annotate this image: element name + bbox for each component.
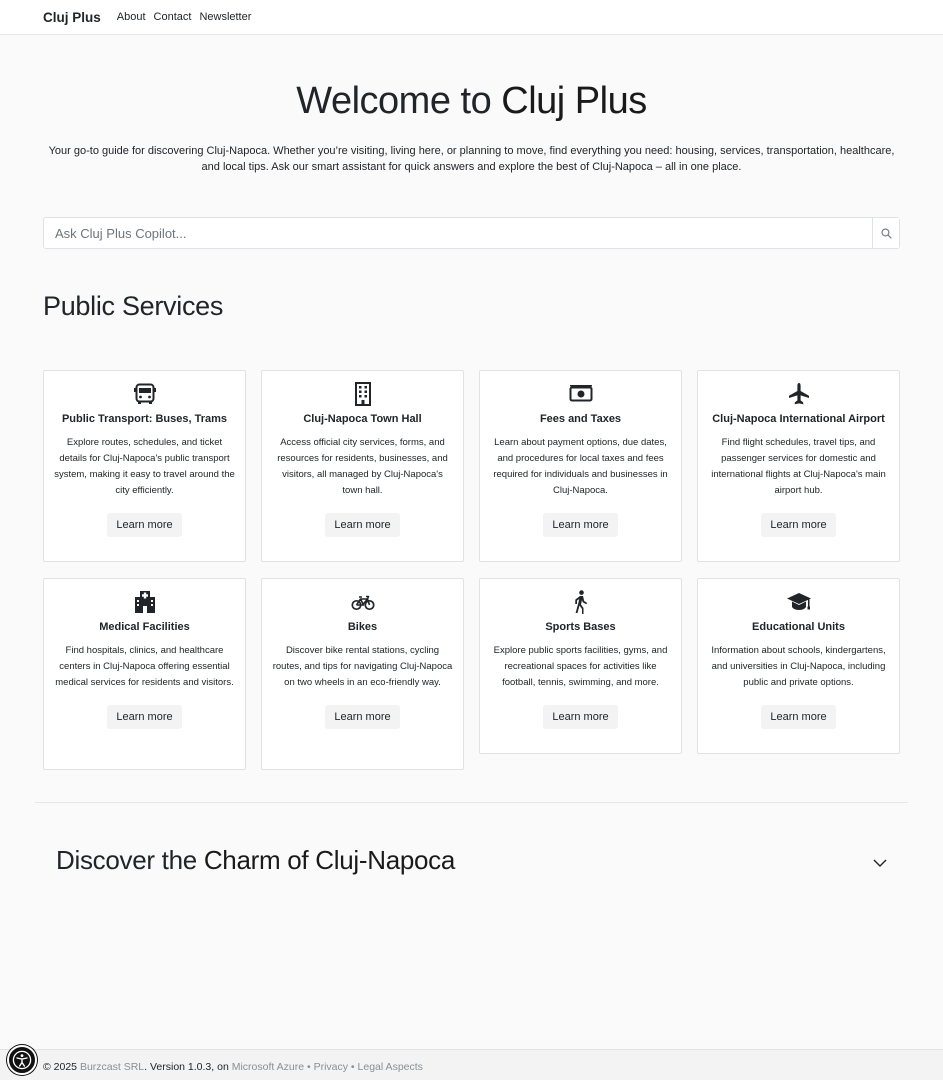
learn-more-button[interactable]: Learn more bbox=[325, 513, 399, 537]
footer-company-link[interactable]: Burzcast SRL bbox=[79, 1061, 145, 1073]
nav-link-about[interactable]: About bbox=[116, 11, 146, 23]
footer-legal-link[interactable]: Legal Aspects bbox=[357, 1061, 423, 1073]
navbar bbox=[0, 0, 943, 35]
hospital-icon bbox=[133, 590, 157, 614]
service-card-public-transport bbox=[43, 370, 246, 562]
cash-icon bbox=[569, 382, 593, 406]
service-card-bikes bbox=[261, 578, 464, 770]
search-input[interactable] bbox=[44, 218, 872, 248]
card-title: Sports Bases bbox=[545, 621, 616, 633]
accessibility-button[interactable] bbox=[7, 1045, 37, 1075]
learn-more-button[interactable]: Learn more bbox=[543, 513, 617, 537]
footer-text bbox=[43, 1061, 423, 1073]
service-card-sports bbox=[479, 578, 682, 754]
footer bbox=[0, 1049, 943, 1080]
discover-emphasis: Charm of Cluj-Napoca bbox=[203, 845, 456, 875]
card-text: Access official city services, forms, and resources for residents, businesses, and visitors, all managed by Cluj-Napoca's town hall. bbox=[277, 437, 448, 496]
learn-more-button[interactable]: Learn more bbox=[107, 705, 181, 729]
nav-link-contact[interactable]: Contact bbox=[153, 11, 192, 23]
learn-more-button[interactable]: Learn more bbox=[761, 705, 835, 729]
service-card-medical bbox=[43, 578, 246, 770]
search-button[interactable] bbox=[872, 218, 899, 248]
nav-link-newsletter[interactable]: Newsletter bbox=[199, 11, 252, 23]
card-title: Public Transport: Buses, Trams bbox=[61, 413, 228, 425]
section-title-public-services: Public Services bbox=[43, 291, 224, 321]
card-text: Explore public sports facilities, gyms, and recreational spaces for activities like football, tennis, swimming, and more. bbox=[493, 645, 668, 688]
accessibility-icon bbox=[12, 1050, 32, 1070]
card-text: Explore routes, schedules, and ticket details for Cluj-Napoca's public transport system, making it easy to travel around the city efficiently. bbox=[54, 437, 235, 496]
graduation-cap-icon bbox=[786, 590, 812, 614]
hero-title-prefix: Welcome to bbox=[296, 80, 502, 122]
footer-host-link[interactable]: Microsoft Azure bbox=[231, 1061, 305, 1073]
learn-more-button[interactable]: Learn more bbox=[325, 705, 399, 729]
bicycle-icon bbox=[351, 590, 375, 614]
service-card-fees-taxes bbox=[479, 370, 682, 562]
card-title: Medical Facilities bbox=[99, 621, 190, 633]
footer-separator: • bbox=[348, 1061, 358, 1073]
card-title: Cluj-Napoca Town Hall bbox=[303, 413, 422, 425]
search-icon bbox=[881, 228, 892, 239]
walking-icon bbox=[571, 590, 591, 614]
chevron-down-icon[interactable] bbox=[871, 854, 889, 872]
footer-version: . Version 1.0.3, on bbox=[144, 1061, 232, 1073]
discover-prefix: Discover the bbox=[56, 845, 204, 875]
learn-more-button[interactable]: Learn more bbox=[107, 513, 181, 537]
brand-logo[interactable]: Cluj Plus bbox=[43, 9, 101, 25]
footer-privacy-link[interactable]: Privacy bbox=[313, 1061, 349, 1073]
card-title: Cluj-Napoca International Airport bbox=[712, 413, 885, 425]
card-title: Educational Units bbox=[752, 621, 845, 633]
discover-accordion-title[interactable] bbox=[56, 845, 455, 876]
service-card-education bbox=[697, 578, 900, 754]
card-text: Information about schools, kindergartens, and universities in Cluj-Napoca, including public and private options. bbox=[711, 645, 886, 688]
card-text: Find flight schedules, travel tips, and passenger services for domestic and international flights at Cluj-Napoca's main airport hub. bbox=[711, 437, 886, 496]
service-card-airport bbox=[697, 370, 900, 562]
learn-more-button[interactable]: Learn more bbox=[761, 513, 835, 537]
building-icon bbox=[353, 382, 373, 406]
card-title: Fees and Taxes bbox=[539, 413, 622, 425]
footer-copyright: © 2025 bbox=[43, 1061, 80, 1073]
hero-description: Your go-to guide for discovering Cluj-Napoca. Whether you’re visiting, living here, or planning to move, find everything you need: housing, services, transportation, healthcare, and local tips. Ask our smart assistant for quick answers and explore the best of Cluj-Napoca – all in one place. bbox=[48, 145, 895, 173]
footer-separator: • bbox=[304, 1061, 314, 1073]
card-text: Learn about payment options, due dates, and procedures for local taxes and fees required for individuals and businesses in Cluj-Napoca. bbox=[493, 437, 668, 496]
card-text: Find hospitals, clinics, and healthcare centers in Cluj-Napoca offering essential medical services for residents and visitors. bbox=[55, 645, 234, 688]
airplane-icon bbox=[787, 382, 811, 406]
hero-title-emphasis: Cluj Plus bbox=[501, 80, 647, 122]
bus-icon bbox=[133, 382, 157, 406]
service-card-town-hall bbox=[261, 370, 464, 562]
card-title: Bikes bbox=[347, 621, 378, 633]
card-text: Discover bike rental stations, cycling routes, and tips for navigating Cluj-Napoca on two wheels in an eco-friendly way. bbox=[272, 645, 453, 688]
section-divider bbox=[35, 802, 908, 803]
hero-title bbox=[0, 80, 943, 123]
learn-more-button[interactable]: Learn more bbox=[543, 705, 617, 729]
copilot-search bbox=[43, 217, 900, 249]
